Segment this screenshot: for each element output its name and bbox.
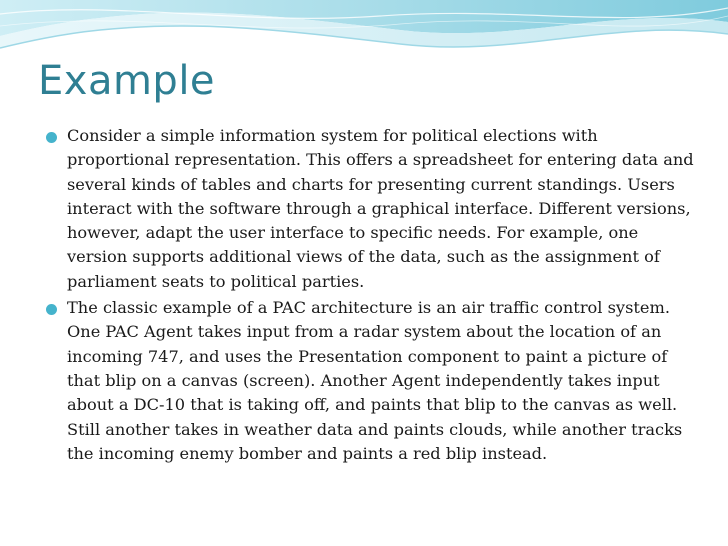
bullet-dot-icon — [46, 304, 57, 315]
bullet-text: Consider a simple information system for political elections with proportional representation. This offers a spreadsheet for entering data and several kinds of tables and charts for presenting current standings. Users interact with the software through a graphical interface. Different versions, however, adapt the user interface to specific needs. For example, one version supports additional views of the data, such as the assignment of parliament seats to political parties. — [67, 126, 694, 291]
bullet-dot-icon — [46, 132, 57, 143]
bullet-item — [46, 124, 696, 294]
bullet-item — [46, 296, 696, 466]
bullet-list — [46, 124, 696, 468]
slide-title: Example — [38, 58, 216, 104]
bullet-text: The classic example of a PAC architecture is an air traffic control system. One PAC Agent takes input from a radar system about the location of an incoming 747, and uses the Presentation component to paint a picture of that blip on a canvas (screen). Another Agent independently takes input about a DC-10 that is taking off, and paints that blip to the canvas as well. Still another takes in weather data and paints clouds, while another tracks the incoming enemy bomber and paints a red blip instead. — [67, 298, 683, 463]
